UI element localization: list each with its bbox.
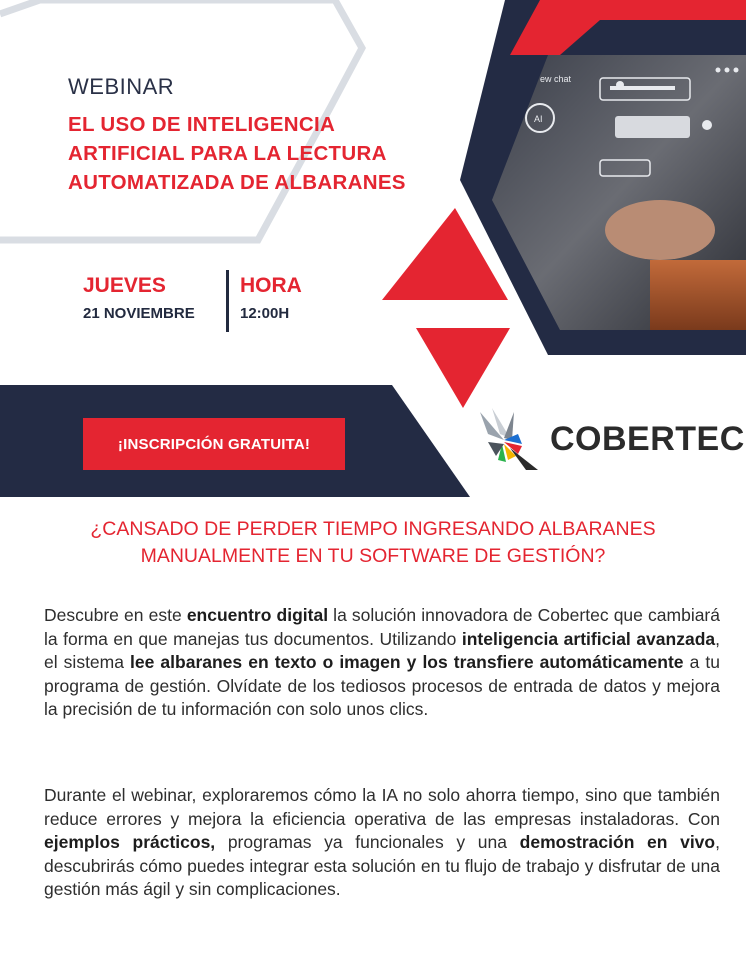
content-heading-line: MANUALMENTE EN TU SOFTWARE DE GESTIÓN?	[140, 545, 606, 567]
screen-ai-label: AI	[534, 114, 543, 124]
emphasis: encuentro digital	[186, 605, 329, 625]
screen-chat-label: ew chat	[540, 74, 572, 84]
webinar-title-line: AUTOMATIZADA DE ALBARANES	[68, 171, 406, 194]
text: , el sistema	[44, 628, 720, 672]
webinar-title-line: EL USO DE INTELIGENCIA	[68, 113, 336, 136]
webinar-title	[68, 110, 406, 197]
text: programas ya funcionales y una	[215, 832, 520, 852]
text: a tu programa de gestión. Olvídate de los tediosos procesos de entrada de datos y mejora la precisión de tu información con solo unos clics.	[44, 652, 720, 719]
emphasis: ejemplos prácticos,	[44, 832, 216, 852]
emphasis: demostración en vivo	[519, 832, 716, 852]
webinar-title-line: ARTIFICIAL PARA LA LECTURA	[68, 142, 387, 165]
cobertec-logo-icon	[474, 404, 544, 474]
hands	[605, 200, 715, 260]
window-dot-icon	[725, 68, 730, 73]
hour-label: HORA	[240, 274, 302, 297]
user-icon	[702, 120, 712, 130]
window-dot-icon	[716, 68, 721, 73]
description-paragraph	[44, 604, 720, 722]
content-heading	[30, 516, 716, 570]
content-heading-line: ¿CANSADO DE PERDER TIEMPO INGRESANDO ALBARANES	[90, 518, 656, 540]
cobertec-logo-text: COBERTEC	[550, 420, 745, 458]
window-dot-icon	[734, 68, 739, 73]
date-time-divider	[226, 270, 229, 332]
bulb-icon	[616, 81, 624, 89]
chat-bubble-2	[615, 116, 690, 138]
text: Descubre en este	[44, 605, 187, 625]
emphasis: lee albaranes en texto o imagen y los transfiere automáticamente	[130, 652, 684, 672]
desk-surface	[650, 260, 746, 330]
emphasis: inteligencia artificial avanzada	[461, 628, 716, 649]
webinar-kicker: WEBINAR	[68, 74, 175, 99]
day-value: 21 NOVIEMBRE	[83, 305, 195, 322]
text: , descubrirás cómo puedes integrar esta solución en tu flujo de trabajo y disfrutar de una gestión más ágil y sin complicaciones.	[44, 832, 720, 899]
text: la solución innovadora de Cobertec que cambiará la forma en que manejas tus documentos. Utilizando	[44, 605, 720, 649]
free-registration-button[interactable]: ¡INSCRIPCIÓN GRATUITA!	[83, 418, 345, 470]
text: Durante el webinar, exploraremos cómo la IA no solo ahorra tiempo, sino que también reduce errores y mejora la eficiencia operativa de las empresas instaladoras. Con	[44, 785, 720, 829]
hour-value: 12:00H	[240, 305, 290, 322]
day-label: JUEVES	[83, 274, 166, 297]
webinar-details-paragraph	[44, 784, 720, 902]
